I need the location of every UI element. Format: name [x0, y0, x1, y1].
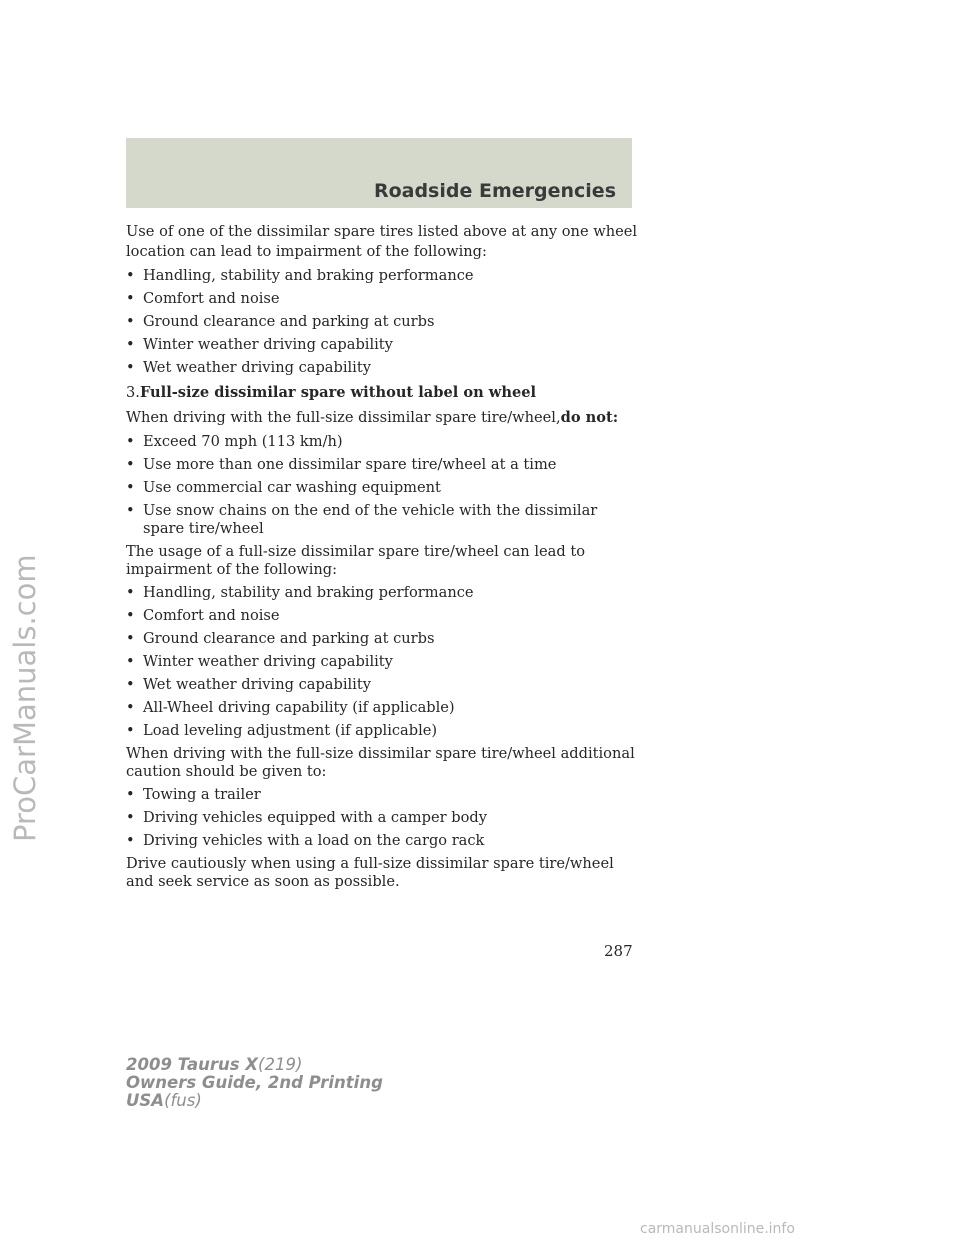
bullet-icon: • [126, 786, 135, 803]
page-number: 287 [604, 942, 633, 960]
bullet-icon: • [126, 336, 135, 353]
bullet-icon: • [126, 433, 135, 450]
list-item: • Handling, stability and braking performance [126, 584, 474, 601]
list-item: • Handling, stability and braking performance [126, 267, 474, 284]
footer-line-3: USA(fus) [126, 1091, 202, 1110]
print-footer [126, 1056, 383, 1110]
caution-list [126, 786, 638, 850]
bullet-icon: • [126, 359, 135, 376]
list-item: • Wet weather driving capability [126, 359, 371, 376]
bullet-icon: • [126, 502, 135, 519]
do-not-list [126, 433, 638, 538]
bullet-icon: • [126, 809, 135, 826]
bullet-icon: • [126, 456, 135, 473]
bullet-icon: • [126, 313, 135, 330]
footer-line-2: Owners Guide, 2nd Printing [126, 1073, 383, 1092]
impairment-list-1 [126, 267, 638, 377]
caution-intro-paragraph: When driving with the full-size dissimilar spare tire/wheel additional caution should be given to: [126, 745, 635, 780]
bullet-icon: • [126, 699, 135, 716]
list-item: • Winter weather driving capability [126, 653, 393, 670]
bullet-icon: • [126, 290, 135, 307]
section-3-number: 3. [126, 384, 140, 401]
list-item: • Use commercial car washing equipment [126, 479, 441, 496]
section-title: Roadside Emergencies [373, 180, 616, 202]
list-item: • Use snow chains on the end of the vehicle with the dissimilar spare tire/wheel [126, 502, 598, 537]
list-item: • Winter weather driving capability [126, 336, 393, 353]
bullet-icon: • [126, 479, 135, 496]
closing-paragraph: Drive cautiously when using a full-size dissimilar spare tire/wheel and seek service as soon as possible. [126, 855, 614, 890]
list-item: • Exceed 70 mph (113 km/h) [126, 433, 343, 450]
section-header-band [126, 138, 632, 208]
bullet-icon: • [126, 607, 135, 624]
list-item: • All-Wheel driving capability (if applicable) [126, 699, 455, 716]
list-item: • Wet weather driving capability [126, 676, 371, 693]
list-item: • Ground clearance and parking at curbs [126, 313, 435, 330]
usage-intro-paragraph: The usage of a full-size dissimilar spare tire/wheel can lead to impairment of the following: [126, 543, 585, 578]
bullet-icon: • [126, 653, 135, 670]
bullet-icon: • [126, 832, 135, 849]
footer-line-1: 2009 Taurus X(219) [126, 1055, 303, 1074]
bottom-watermark: carmanualsonline.info [640, 1221, 795, 1237]
list-item: • Load leveling adjustment (if applicable) [126, 722, 438, 739]
bullet-icon: • [126, 584, 135, 601]
list-item: • Driving vehicles equipped with a camper body [126, 809, 487, 826]
list-item: • Towing a trailer [126, 786, 261, 803]
page-content [126, 222, 638, 896]
list-item: • Comfort and noise [126, 290, 280, 307]
section-3-title: Full-size dissimilar spare without label on wheel [139, 384, 537, 401]
bullet-icon: • [126, 722, 135, 739]
side-watermark: ProCarManuals.com [8, 554, 42, 842]
impairment-list-2 [126, 584, 638, 740]
bullet-icon: • [126, 630, 135, 647]
bullet-icon: • [126, 267, 135, 284]
driving-intro-paragraph: When driving with the full-size dissimilar spare tire/wheel,do not: [126, 409, 619, 426]
bullet-icon: • [126, 676, 135, 693]
do-not-emphasis: do not: [560, 409, 619, 426]
intro-paragraph: Use of one of the dissimilar spare tires listed above at any one wheel location can lead to impairment of the following: [126, 223, 638, 260]
list-item: • Ground clearance and parking at curbs [126, 630, 435, 647]
list-item: • Comfort and noise [126, 607, 280, 624]
list-item: • Use more than one dissimilar spare tire/wheel at a time [126, 456, 557, 473]
section-3-heading [126, 383, 638, 403]
list-item: • Driving vehicles with a load on the cargo rack [126, 832, 485, 849]
